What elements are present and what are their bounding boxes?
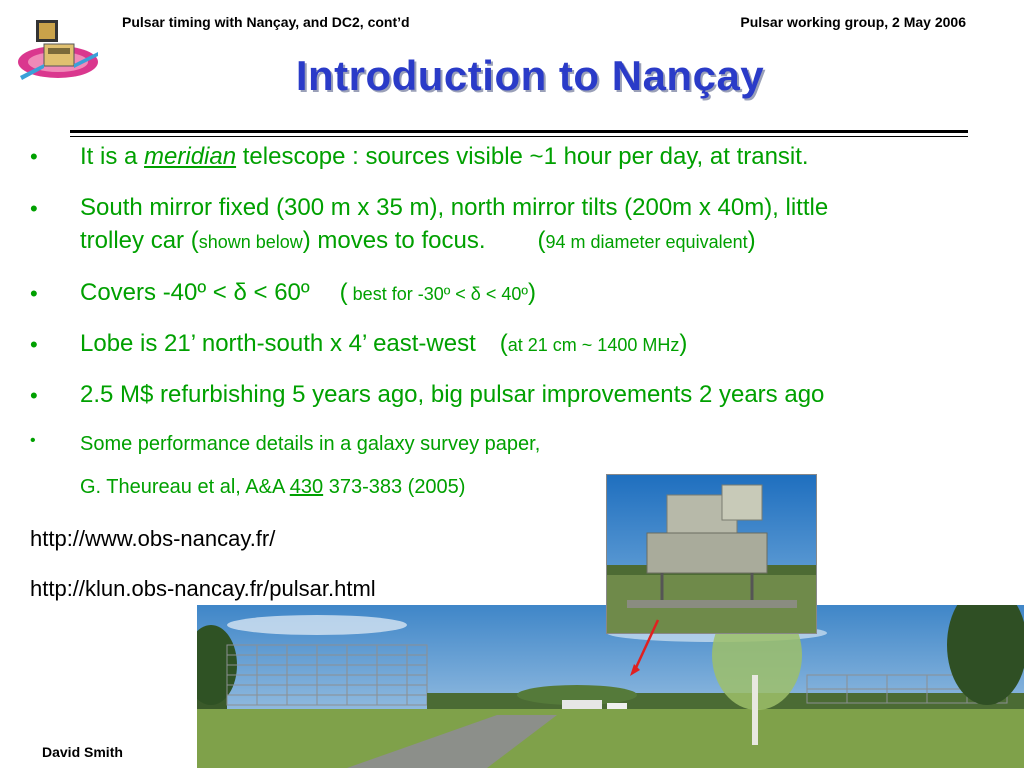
bullet-marker: • <box>30 332 38 357</box>
header-right-text: Pulsar working group, 2 May 2006 <box>740 14 966 30</box>
reference-citation: G. Theureau et al, A&A 430 373-383 (2005) <box>80 476 466 498</box>
bullet-4-text: Lobe is 21’ north-south x 4’ east-west (at 21 cm ~ 1400 MHz) <box>80 330 688 357</box>
bullet-marker: • <box>30 196 38 221</box>
bullet-3-text: Covers -40º < δ < 60º ( best for -30º < δ < 40º) <box>80 279 536 306</box>
bullet-2-text: South mirror fixed (300 m x 35 m), north mirror tilts (200m x 40m), little trolley car (shown below) moves to focus. (94 m diameter equivalent) <box>80 194 829 254</box>
pointer-arrow-icon <box>628 618 664 678</box>
title-rule-thin <box>70 136 968 137</box>
link-obs-nancay[interactable]: http://www.obs-nancay.fr/ <box>30 526 276 551</box>
bullet-1-text: It is a meridian telescope : sources visible ~1 hour per day, at transit. <box>80 143 809 170</box>
bullet-marker: • <box>30 383 38 408</box>
bullet-6-text: Some performance details in a galaxy survey paper, <box>80 433 541 455</box>
link-klun-pulsar[interactable]: http://klun.obs-nancay.fr/pulsar.html <box>30 576 376 601</box>
bullet-1-emphasis: meridian <box>144 143 237 170</box>
trolley-car-inset-photo <box>606 474 817 634</box>
bullet-marker: • <box>30 432 36 449</box>
header-left-text: Pulsar timing with Nançay, and DC2, cont’d <box>122 14 410 30</box>
bullet-marker: • <box>30 281 38 306</box>
bullet-5-text: 2.5 M$ refurbishing 5 years ago, big pulsar improvements 2 years ago <box>80 381 825 408</box>
title-rule-thick <box>70 130 968 133</box>
footer-author: David Smith <box>42 744 123 760</box>
slide-title: Introduction to Nançay <box>295 52 765 99</box>
reference-volume: 430 <box>289 476 324 498</box>
bullet-marker: • <box>30 144 38 169</box>
